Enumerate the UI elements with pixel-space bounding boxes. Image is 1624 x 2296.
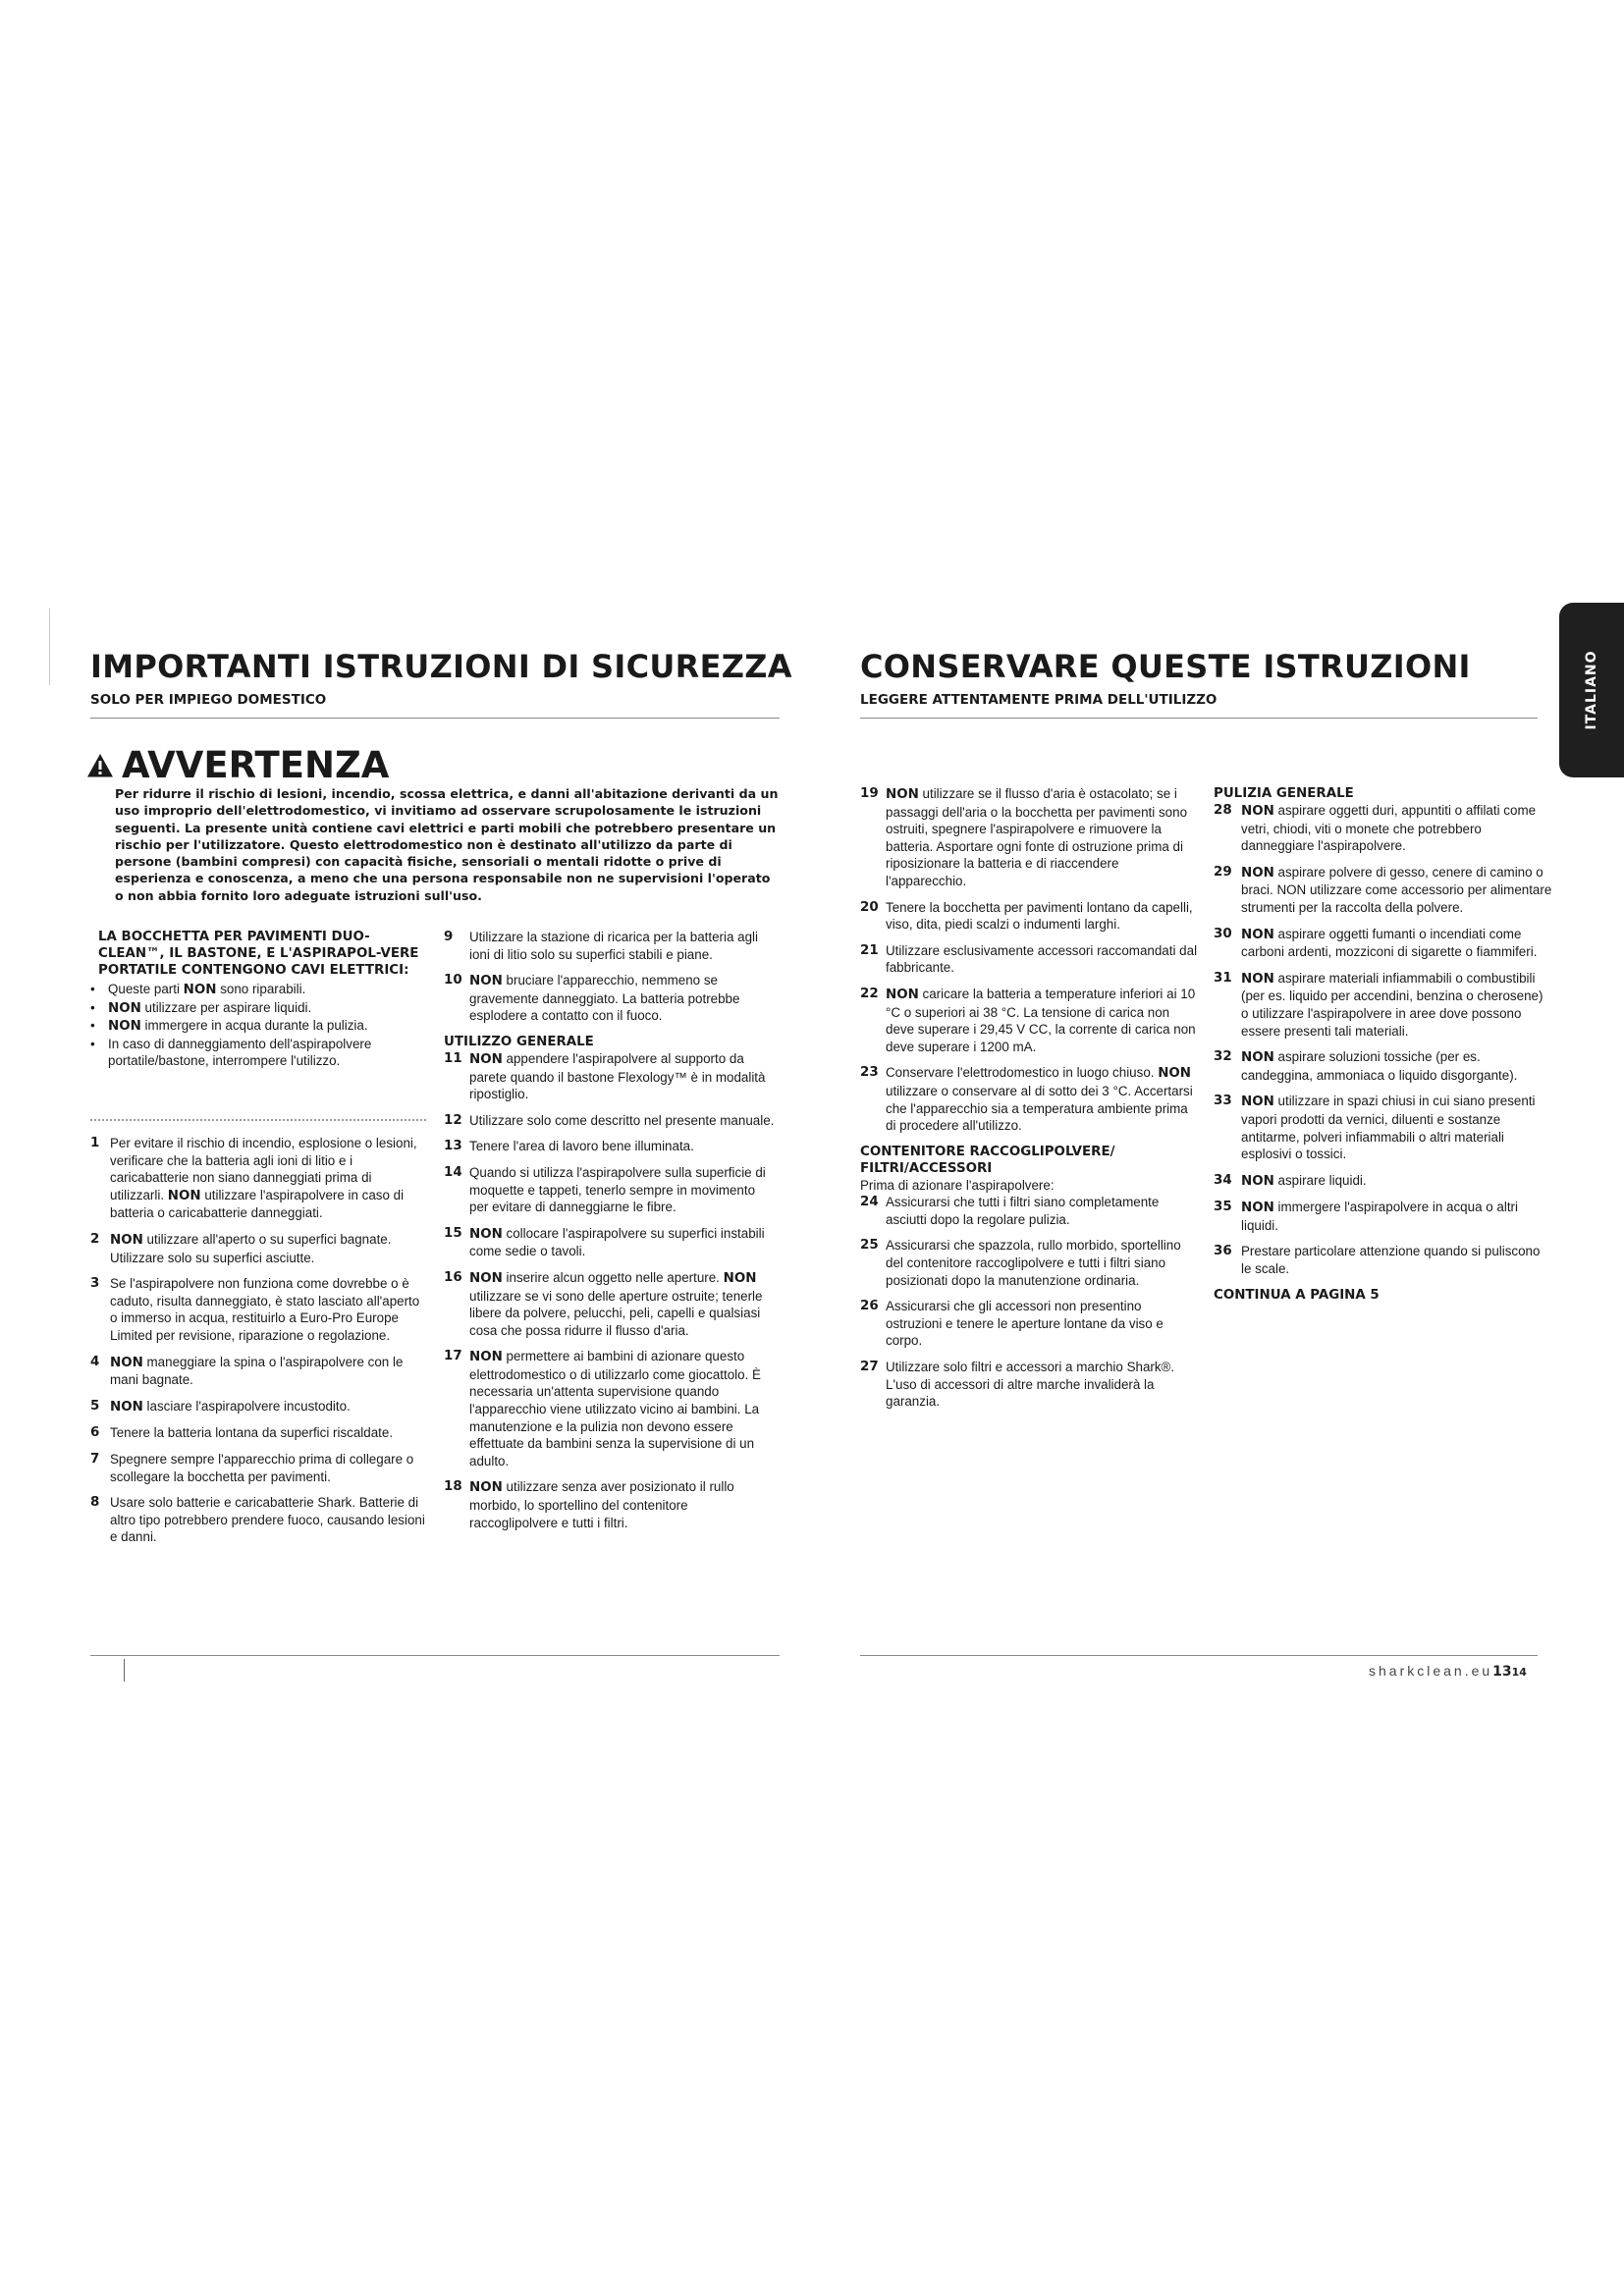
numbered-item: [1214, 1093, 1553, 1162]
continue-note: CONTINUA A PAGINA 5: [1214, 1287, 1380, 1303]
item-text: [1241, 802, 1553, 855]
column-1-items: [90, 1135, 429, 1555]
item-text: [1241, 1093, 1553, 1162]
warning-title: AVVERTENZA: [122, 744, 390, 786]
language-tab-label: ITALIANO: [1584, 650, 1599, 730]
item-number: 34: [1214, 1172, 1232, 1188]
item-text: [469, 1112, 778, 1130]
numbered-item: [860, 986, 1198, 1055]
numbered-item: [860, 1298, 1198, 1350]
item-emphasis: NON: [886, 787, 919, 802]
footer-page-number-2: 14: [1511, 1666, 1527, 1679]
item-emphasis: NON: [1241, 1201, 1274, 1216]
numbered-item: [860, 785, 1198, 890]
item-text: [886, 1194, 1198, 1228]
item-text: [1241, 1048, 1553, 1084]
numbered-item: [444, 1112, 778, 1130]
numbered-item: [444, 972, 778, 1025]
numbered-item: [1214, 1172, 1553, 1191]
item-text-part: permettere ai bambini di azionare questo elettrodomestico o di utilizzarlo come giocattolo. È necessaria un'attenta supervisione quando l'apparecchio viene utilizzato vicino ai bambini. La manutenzione e la pulizia non devono essere effettuate da bambini senza la supervisione di un adulto.: [469, 1349, 761, 1468]
item-emphasis: NON: [469, 1270, 503, 1286]
numbered-item: [90, 1494, 429, 1546]
item-number: 8: [90, 1495, 100, 1511]
item-text-part: utilizzare l'aspirapolvere in caso di batteria o caricabatterie danneggiati.: [110, 1187, 405, 1221]
item-text-part: Tenere la bocchetta per pavimenti lontano da capelli, viso, dita, piedi scalzi o indumenti larghi.: [886, 899, 1193, 933]
item-text-part: Utilizzare la stazione di ricarica per la batteria agli ioni di litio solo su superfici stabili e piane.: [469, 930, 758, 962]
item-number: 24: [860, 1195, 879, 1210]
item-text: [1241, 926, 1553, 961]
item-number: 31: [1214, 970, 1232, 986]
col3-list-b: [860, 1194, 1198, 1411]
item-text-part: bruciare l'apparecchio, nemmeno se gravemente danneggiato. La batteria potrebbe esplodere a contatto con il fuoco.: [469, 973, 740, 1024]
item-number: 35: [1214, 1200, 1232, 1215]
item-text: [110, 1231, 429, 1266]
left-page-title: IMPORTANTI ISTRUZIONI DI SICUREZZA: [90, 648, 792, 685]
item-text: [886, 899, 1198, 934]
right-header-rule: [860, 718, 1538, 719]
item-text-part: caricare la batteria a temperature inferiori ai 10 °C o superiori ai 38 °C. La tensione di carica non deve superare i 29,45 V CC, la corrente di carica non deve superare i 1200 mA.: [886, 986, 1196, 1054]
item-text: [110, 1494, 429, 1546]
item-text-part: appendere l'aspirapolvere al supporto da parete quando il bastone Flexology™ è in modalità ripostiglio.: [469, 1050, 766, 1102]
item-text: [469, 1269, 778, 1339]
item-text: [469, 972, 778, 1025]
item-text-part: Quando si utilizza l'aspirapolvere sulla superficie di moquette e tappeti, tenerlo sempre in movimento per evitare di danneggiarne le fibre.: [469, 1164, 766, 1215]
col1-heading: LA BOCCHETTA PER PAVIMENTI DUO-CLEAN™, IL BASTONE, E L'ASPIRAPOL-VERE PORTATILE CONTENGONO CAVI ELETTRICI:: [98, 930, 419, 978]
numbered-item: [444, 1050, 778, 1103]
item-text-part: Spegnere sempre l'apparecchio prima di collegare o scollegare la bocchetta per pavimenti.: [110, 1451, 414, 1484]
item-text: [1241, 1243, 1553, 1277]
item-number: 28: [1214, 803, 1232, 818]
item-number: 2: [90, 1231, 100, 1247]
item-number: 29: [1214, 864, 1232, 880]
item-text-part: Utilizzare solo filtri e accessori a marchio Shark®. L'uso di accessori di altre marche invaliderà la garanzia.: [886, 1360, 1175, 1410]
numbered-item: [90, 1135, 429, 1222]
bullet-emphasis: NON: [108, 1000, 141, 1016]
item-number: 16: [444, 1269, 462, 1285]
item-emphasis: NON: [723, 1270, 757, 1286]
numbered-item: [444, 1478, 778, 1531]
item-text-part: utilizzare all'aperto o su superfici bagnate. Utilizzare solo su superfici asciutte.: [110, 1231, 392, 1265]
item-text-part: Per evitare il rischio di incendio, esplosione o lesioni, verificare che la batteria agli ioni di litio e i caricabatterie non siano danneggiati prima di utilizzarli.: [110, 1136, 417, 1202]
item-text-part: maneggiare la spina o l'aspirapolvere con le mani bagnate.: [110, 1354, 404, 1388]
numbered-item: [1214, 864, 1553, 917]
item-number: 7: [90, 1451, 100, 1467]
item-number: 25: [860, 1238, 879, 1254]
numbered-item: [1214, 926, 1553, 961]
bullet-dot-icon: •: [90, 1036, 95, 1051]
numbered-item: [860, 1359, 1198, 1411]
language-tab: [1559, 603, 1624, 777]
numbered-item: [90, 1354, 429, 1389]
warning-heading: [86, 744, 389, 786]
col2-list-b: [444, 1050, 778, 1531]
margin-rule: [49, 609, 50, 685]
item-number: 3: [90, 1276, 100, 1292]
item-text-part: inserire alcun oggetto nelle aperture.: [502, 1269, 724, 1285]
item-text: [469, 929, 778, 963]
numbered-item: [90, 1424, 429, 1442]
item-text-part: Conservare l'elettrodomestico in luogo chiuso.: [886, 1065, 1159, 1081]
item-emphasis: NON: [110, 1355, 143, 1370]
item-text: [110, 1135, 429, 1222]
warning-triangle-icon: [86, 753, 114, 778]
item-number: 10: [444, 973, 462, 988]
numbered-item: [860, 899, 1198, 934]
item-text: [886, 942, 1198, 977]
item-text-part: Assicurarsi che tutti i filtri siano completamente asciutti dopo la regolare pulizia.: [886, 1195, 1160, 1227]
item-number: 26: [860, 1299, 879, 1314]
bullet-text: [108, 1017, 429, 1036]
item-number: 27: [860, 1360, 879, 1375]
item-emphasis: NON: [1241, 1095, 1274, 1110]
col4-heading: PULIZIA GENERALE: [1214, 786, 1354, 801]
item-text-part: lasciare l'aspirapolvere incustodito.: [142, 1398, 351, 1414]
bullet-item: [90, 999, 429, 1018]
item-number: 12: [444, 1112, 462, 1128]
item-text: [110, 1424, 429, 1442]
item-text: [886, 986, 1198, 1055]
item-emphasis: NON: [1241, 1173, 1274, 1189]
bullet-dot-icon: •: [90, 999, 95, 1015]
item-text-part: collocare l'aspirapolvere su superfici instabili come sedie o tavoli.: [469, 1225, 765, 1259]
item-text-part: utilizzare o conservare al di sotto dei 3 °C. Accertarsi che l'apparecchio sia a temperatura ambiente prima di procedere all'utilizzo.: [886, 1083, 1193, 1134]
numbered-item: [90, 1231, 429, 1266]
item-number: 30: [1214, 926, 1232, 941]
numbered-item: [444, 1269, 778, 1339]
item-text: [886, 785, 1198, 890]
col1-bullet-list: [90, 981, 429, 1070]
item-text: [110, 1354, 429, 1389]
item-text-part: Assicurarsi che spazzola, rullo morbido, sportellino del contenitore raccoglipolvere e tutti i filtri siano posizionati dopo la manutenzione ordinaria.: [886, 1238, 1181, 1288]
item-text-part: utilizzare in spazi chiusi in cui siano presenti vapori prodotti da vernici, diluenti e sostanze antitarme, polveri infiammabili o altri materiali esplosivi o tossici.: [1241, 1094, 1536, 1162]
item-emphasis: NON: [469, 1051, 503, 1067]
footer-text: [1369, 1663, 1527, 1680]
item-text: [1241, 1172, 1553, 1191]
numbered-item: [90, 1275, 429, 1344]
item-number: 15: [444, 1225, 462, 1241]
item-number: 11: [444, 1050, 462, 1066]
item-text: [469, 1138, 778, 1155]
item-emphasis: NON: [1241, 865, 1274, 881]
item-emphasis: NON: [1241, 927, 1274, 942]
item-text-part: Tenere la batteria lontana da superfici riscaldate.: [110, 1425, 394, 1441]
item-text: [886, 1298, 1198, 1350]
item-text-part: aspirare oggetti fumanti o incendiati come carboni ardenti, mozziconi di sigarette o fiammiferi.: [1241, 926, 1538, 960]
bullet-text-part: sono riparabili.: [216, 982, 306, 996]
numbered-item: [1214, 802, 1553, 855]
item-emphasis: NON: [886, 987, 919, 1002]
item-text-part: Se l'aspirapolvere non funziona come dovrebbe o è caduto, risulta danneggiato, è stato lasciato all'aperto o immerso in acqua, restituirlo a Euro-Pro Europe Limited per revisione, riparazione o regolazione.: [110, 1276, 420, 1343]
item-emphasis: NON: [1158, 1066, 1192, 1082]
col2-heading: UTILIZZO GENERALE: [444, 1034, 594, 1049]
numbered-item: [860, 942, 1198, 977]
item-text: [469, 1348, 778, 1469]
numbered-item: [444, 1164, 778, 1216]
item-text: [469, 1225, 778, 1260]
numbered-item: [860, 1237, 1198, 1289]
item-number: 1: [90, 1136, 100, 1150]
item-text: [469, 1164, 778, 1216]
column-1: [90, 929, 429, 1070]
left-header-rule: [90, 718, 780, 719]
item-number: 33: [1214, 1094, 1232, 1109]
numbered-item: [1214, 1243, 1553, 1277]
item-text-part: immergere l'aspirapolvere in acqua o altri liquidi.: [1241, 1200, 1518, 1233]
item-text-part: utilizzare se vi sono delle aperture ostruite; tenerle libere da polvere, pelucchi, peli, capelli e qualsiasi cosa che possa ridurre il flusso d'aria.: [469, 1288, 763, 1338]
item-text: [469, 1050, 778, 1103]
item-text: [110, 1451, 429, 1485]
item-text: [469, 1478, 778, 1531]
item-number: 21: [860, 942, 879, 958]
item-emphasis: NON: [1241, 1050, 1274, 1066]
item-number: 14: [444, 1164, 462, 1180]
bullet-emphasis: NON: [183, 983, 217, 997]
bullet-text: [108, 981, 429, 999]
item-text: [1241, 864, 1553, 917]
column-4: [1214, 785, 1553, 1304]
item-number: 20: [860, 899, 879, 915]
item-text-part: aspirare oggetti duri, appuntiti o affilati come vetri, chiodi, viti o monete che potrebbero danneggiare l'aspirapolvere.: [1241, 803, 1537, 854]
left-footer-rule: [90, 1655, 780, 1656]
col3-list-a: [860, 785, 1198, 1135]
col3-intro: Prima di azionare l'aspirapolvere:: [860, 1177, 1055, 1193]
numbered-item: [860, 1194, 1198, 1228]
numbered-item: [1214, 970, 1553, 1040]
item-text-part: Prestare particolare attenzione quando si puliscono le scale.: [1241, 1244, 1541, 1277]
item-number: 13: [444, 1139, 462, 1154]
item-text-part: utilizzare se il flusso d'aria è ostacolato; se i passaggi dell'aria o la bocchetta per pavimenti sono ostruiti, spegnere l'aspirapolvere e rimuovere la batteria. Asportare ogni fonte di ostruzione prima di riposizionare la batteria e di riaccendere l'apparecchio.: [886, 786, 1188, 888]
column-3: [860, 785, 1198, 1419]
bullet-text-part: utilizzare per aspirare liquidi.: [140, 999, 312, 1015]
item-text-part: aspirare liquidi.: [1273, 1172, 1367, 1188]
item-text: [886, 1064, 1198, 1134]
bullet-item: [90, 1036, 429, 1070]
col4-numbered-list: [1214, 802, 1553, 1278]
numbered-item: [1214, 1199, 1553, 1234]
item-emphasis: NON: [469, 1480, 503, 1496]
item-text: [1241, 1199, 1553, 1234]
item-text-part: utilizzare senza aver posizionato il rullo morbido, lo sportellino del contenitore raccoglipolvere e tutti i filtri.: [469, 1479, 734, 1530]
warning-text: Per ridurre il rischio di lesioni, incendio, scossa elettrica, e danni all'abitazione derivanti da un uso improprio dell'elettrodomestico, vi invitiamo ad osservare scrupolosamente le istruzioni seguenti. La presente unità contiene cavi elettrici e parti mobili che potrebbero presentare un rischio per l'utilizzatore. Questo elettrodomestico non è destinato all'utilizzo da parte di persone (bambini compresi) con capacità fisiche, sensoriali o mentali ridotte o prive di esperienza e conoscenza, a meno che una persona responsabile non ne supervisioni l'operato o non abbia fornito loro adeguate istruzioni sull'uso.: [115, 786, 779, 903]
item-emphasis: NON: [469, 1226, 503, 1242]
item-text-part: aspirare soluzioni tossiche (per es. candeggina, ammoniaca o liquido disgorgante).: [1241, 1049, 1518, 1083]
numbered-item: [444, 1138, 778, 1155]
item-text-part: Assicurarsi che gli accessori non presentino ostruzioni e tenere le aperture lontane da viso e corpo.: [886, 1299, 1164, 1349]
item-number: 17: [444, 1349, 462, 1364]
bullet-item: [90, 1017, 429, 1036]
numbered-item: [444, 929, 778, 963]
right-page-subtitle: LEGGERE ATTENTAMENTE PRIMA DELL'UTILIZZO: [860, 692, 1218, 708]
bullet-text: [108, 999, 429, 1018]
item-number: 32: [1214, 1049, 1232, 1065]
item-emphasis: NON: [469, 1350, 503, 1365]
footer-tick: [124, 1659, 125, 1682]
right-footer-rule: [860, 1655, 1538, 1656]
column-2: [444, 929, 778, 1540]
dotted-separator: [90, 1119, 426, 1121]
item-text-part: Utilizzare esclusivamente accessori raccomandati dal fabbricante.: [886, 942, 1198, 976]
item-emphasis: NON: [110, 1399, 143, 1415]
item-number: 4: [90, 1354, 100, 1369]
col3-heading: CONTENITORE RACCOGLIPOLVERE/ FILTRI/ACCESSORI: [860, 1144, 1115, 1176]
item-text: [886, 1237, 1198, 1289]
item-text-part: aspirare polvere di gesso, cenere di camino o braci. NON utilizzare come accessorio per alimentare strumenti per la raccolta della polvere.: [1241, 864, 1552, 915]
item-text: [110, 1398, 429, 1416]
item-emphasis: NON: [1241, 804, 1274, 819]
item-emphasis: NON: [1241, 971, 1274, 987]
item-emphasis: NON: [167, 1188, 201, 1203]
numbered-item: [444, 1225, 778, 1260]
bullet-text-part: In caso di danneggiamento dell'aspirapolvere portatile/bastone, interrompere l'utilizzo.: [108, 1036, 372, 1069]
item-emphasis: NON: [469, 974, 503, 989]
bullet-text: [108, 1036, 429, 1070]
item-text: [110, 1275, 429, 1344]
numbered-item: [90, 1398, 429, 1416]
item-number: 19: [860, 786, 879, 801]
item-number: 23: [860, 1065, 879, 1081]
item-number: 9: [444, 930, 454, 944]
bullet-emphasis: NON: [108, 1019, 141, 1035]
col2-list-a: [444, 929, 778, 1025]
item-number: 18: [444, 1479, 462, 1495]
item-text-part: Utilizzare solo come descritto nel presente manuale.: [469, 1112, 775, 1128]
bullet-dot-icon: •: [90, 1018, 95, 1034]
item-number: 36: [1214, 1244, 1232, 1259]
item-text: [886, 1359, 1198, 1411]
item-text-part: Tenere l'area di lavoro bene illuminata.: [469, 1139, 694, 1154]
numbered-item: [444, 1348, 778, 1469]
footer-page-number: 13: [1492, 1664, 1512, 1680]
item-number: 5: [90, 1398, 100, 1414]
item-text: [1241, 970, 1553, 1040]
numbered-item: [860, 1064, 1198, 1134]
bullet-dot-icon: •: [90, 982, 95, 996]
item-number: 22: [860, 986, 879, 1001]
col1-numbered-list: [90, 1135, 429, 1546]
item-text-part: aspirare materiali infiammabili o combustibili (per es. liquido per accendini, benzina o cherosene) o utilizzare l'aspirapolvere in aree dove possono essere presenti tali materiali.: [1241, 970, 1543, 1039]
item-number: 6: [90, 1425, 100, 1441]
bullet-text-part: Queste parti: [108, 982, 184, 996]
item-text-part: Usare solo batterie e caricabatterie Shark. Batterie di altro tipo potrebbero prendere fuoco, causando lesioni e danni.: [110, 1495, 425, 1545]
footer-site: sharkclean.eu: [1369, 1663, 1493, 1679]
item-emphasis: NON: [110, 1232, 143, 1248]
left-page-subtitle: SOLO PER IMPIEGO DOMESTICO: [90, 692, 327, 708]
bullet-item: [90, 981, 429, 999]
bullet-text-part: immergere in acqua durante la pulizia.: [140, 1018, 368, 1034]
numbered-item: [1214, 1048, 1553, 1084]
numbered-item: [90, 1451, 429, 1485]
right-page-title: CONSERVARE QUESTE ISTRUZIONI: [860, 648, 1471, 685]
